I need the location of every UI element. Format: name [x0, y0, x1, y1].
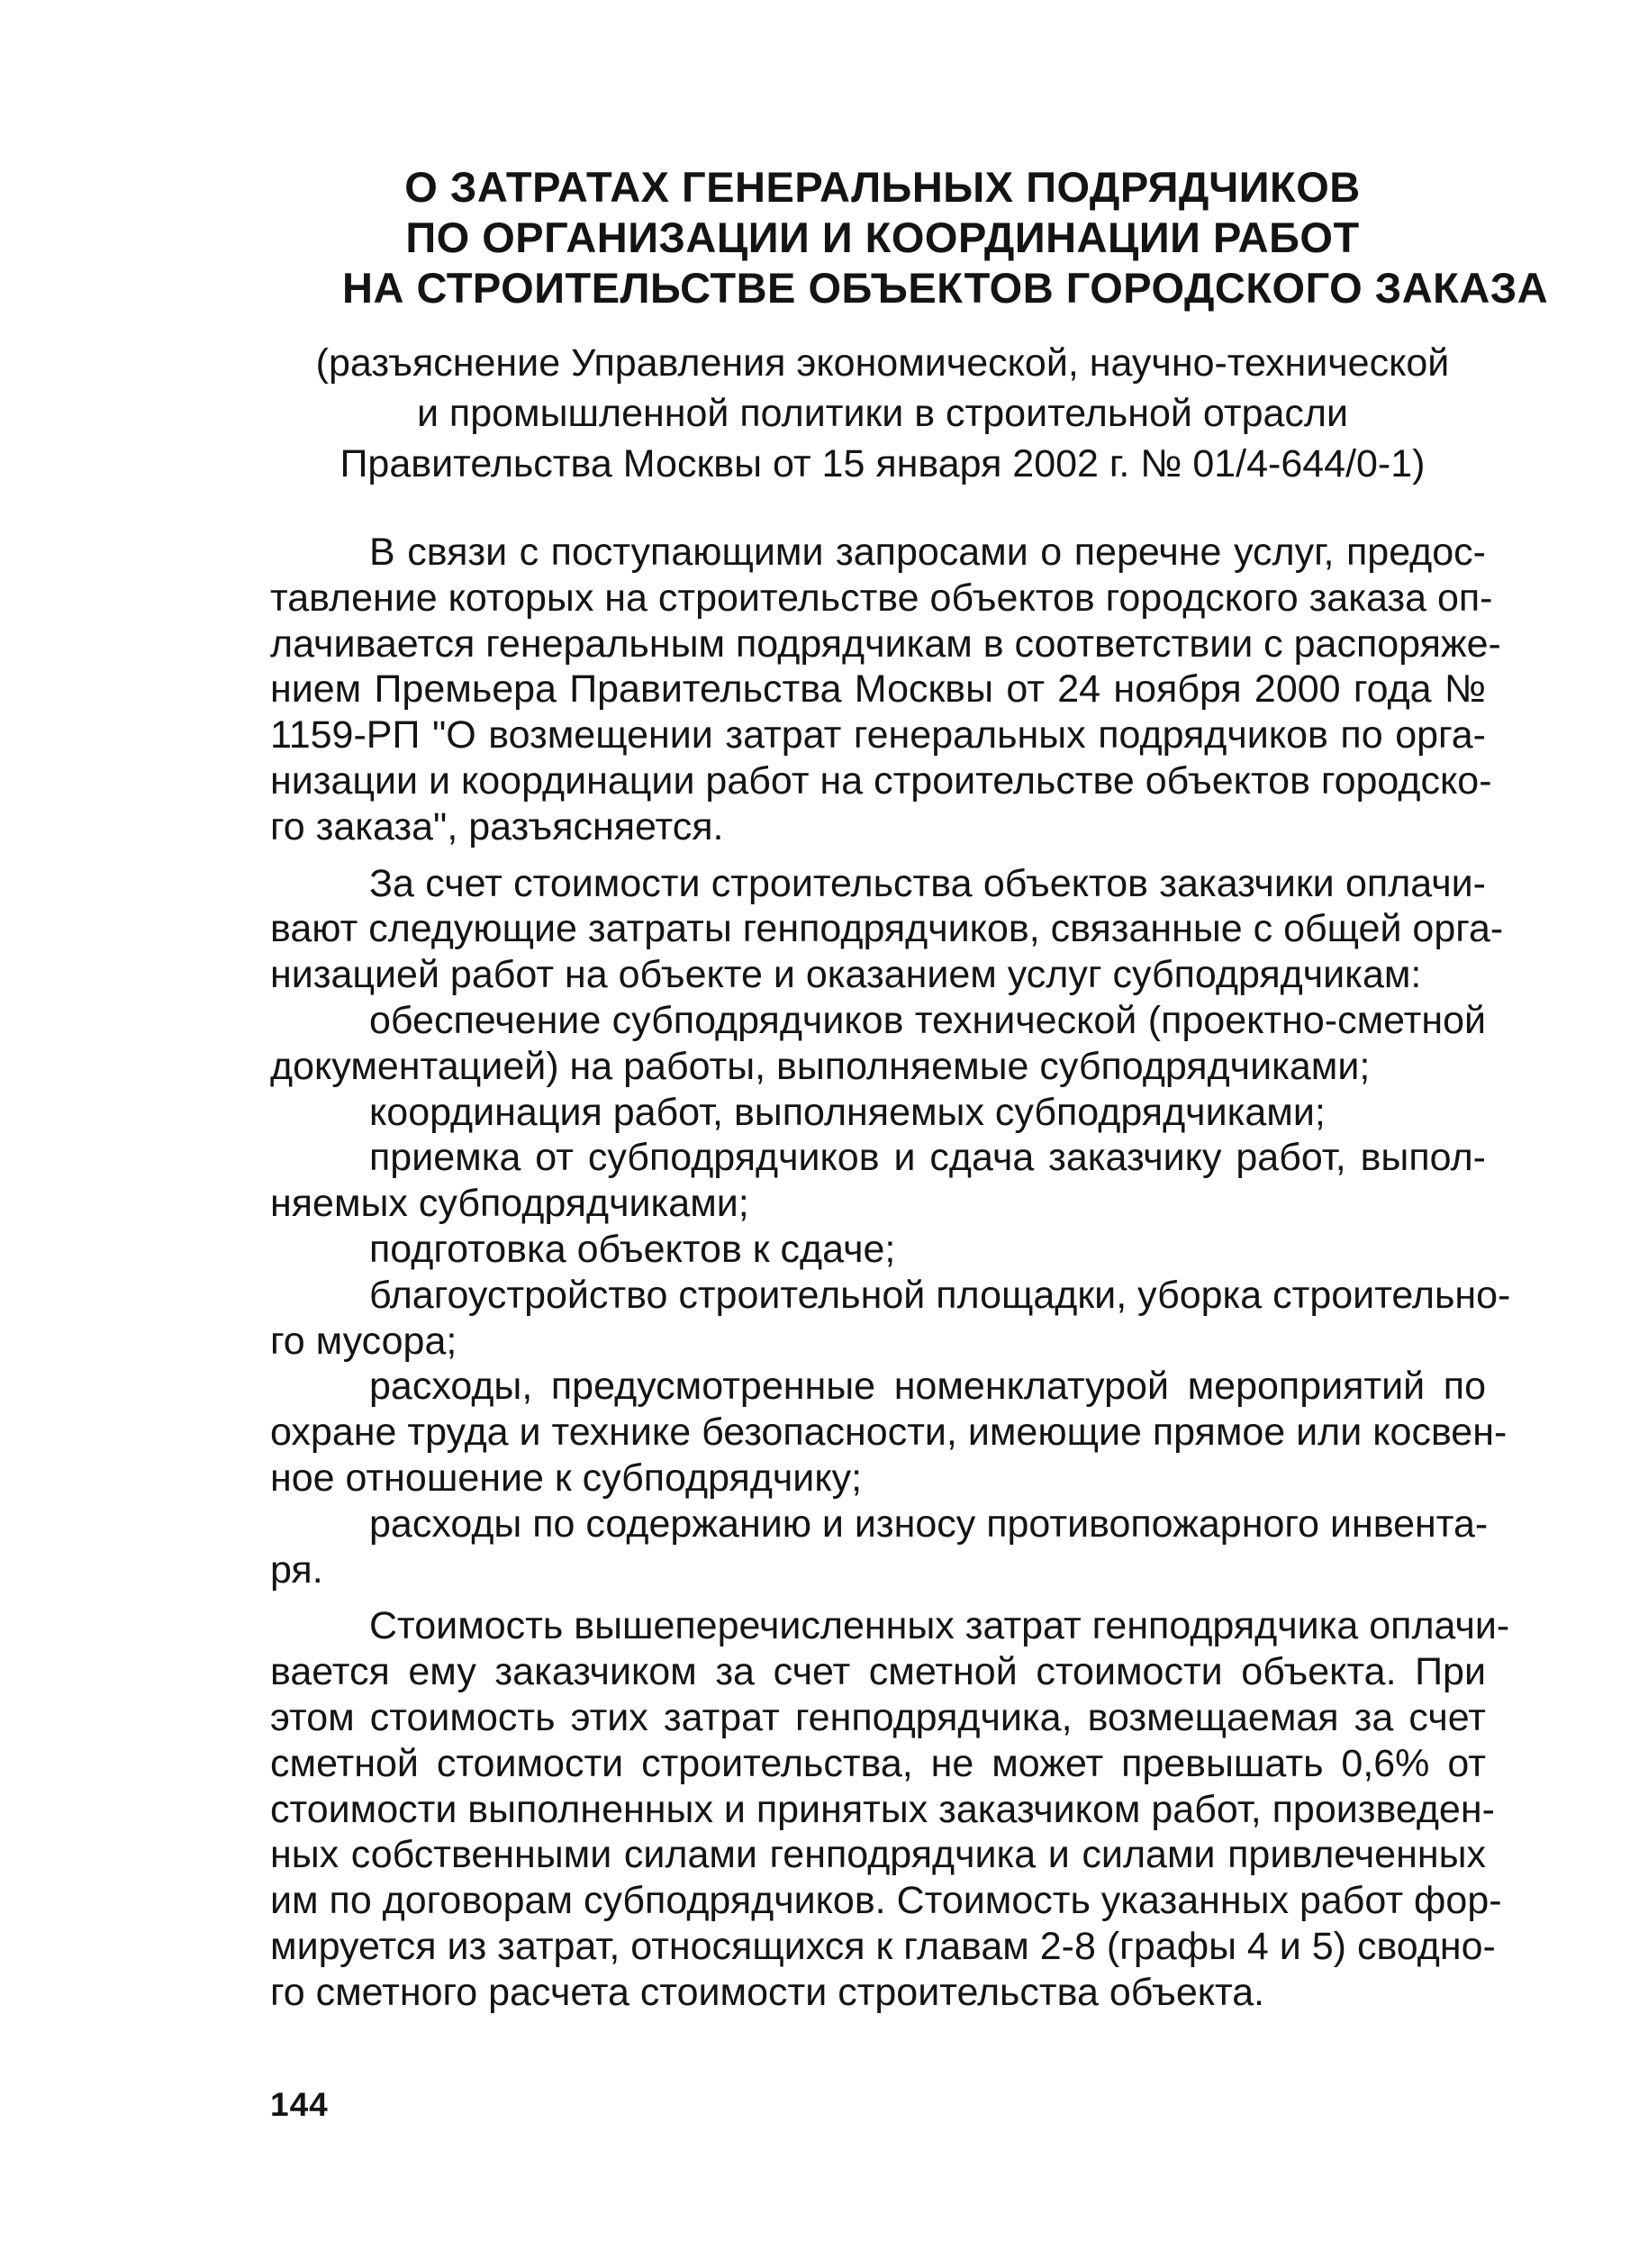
paragraph-line: го мусора;: [270, 1319, 457, 1363]
paragraph-line: 1159-РП "О возмещении затрат генеральных подрядчиков по орга-: [270, 713, 1486, 758]
paragraph-line: няемых субподрядчиками;: [270, 1182, 749, 1226]
paragraph-gap: [270, 1592, 1486, 1603]
paragraph-line: ных собственными силами генподрядчика и силами привлеченных: [270, 1833, 1486, 1877]
subtitle-line: и промышленной политики в строительной отрасли: [416, 392, 1349, 435]
paragraph-line: им по договорам субподрядчиков. Стоимость указанных работ фор-: [270, 1879, 1502, 1923]
paragraph-line: низацией работ на объекте и оказанием услуг субподрядчикам:: [270, 953, 1422, 997]
paragraph-line: вается ему заказчиком за счет сметной стоимости объекта. При: [270, 1650, 1486, 1694]
paragraph-line: документацией) на работы, выполняемые субподрядчиками;: [270, 1044, 1371, 1088]
paragraph-line: вают следующие затраты генподрядчиков, связанные с общей орга-: [270, 907, 1504, 951]
page-number: 144: [270, 2086, 329, 2123]
paragraph-line: лачивается генеральным подрядчикам в соответствии с распоряже-: [270, 621, 1501, 666]
paragraph-line: низации и координации работ на строительстве объектов городско-: [270, 758, 1492, 803]
document-body: [270, 530, 1511, 2016]
paragraph: [270, 1090, 1486, 1136]
paragraph-line: стоимости выполненных и принятых заказчиком работ, произведен-: [270, 1787, 1495, 1831]
title-line: НА СТРОИТЕЛЬСТВЕ ОБЪЕКТОВ ГОРОДСКОГО ЗАКАЗА: [342, 264, 1549, 312]
title-line: ПО ОРГАНИЗАЦИИ И КООРДИНАЦИИ РАБОТ: [405, 213, 1360, 261]
paragraph-line: ря.: [270, 1547, 323, 1592]
document-subtitle: [306, 338, 1459, 489]
paragraph: [270, 1364, 1508, 1501]
subtitle-line: (разъяснение Управления экономической, научно-технической: [315, 341, 1450, 385]
title-line: О ЗАТРАТАХ ГЕНЕРАЛЬНЫХ ПОДРЯДЧИКОВ: [404, 163, 1361, 211]
paragraph-line: нием Премьера Правительства Москвы от 24 ноября 2000 года №: [270, 667, 1486, 712]
paragraph-line: Стоимость вышеперечисленных затрат генподрядчика оплачи-: [369, 1604, 1510, 1648]
paragraph-line: ное отношение к субподрядчику;: [270, 1456, 863, 1500]
paragraph-line: За счет стоимости строительства объектов заказчики оплачи-: [369, 861, 1486, 905]
paragraph: [270, 1227, 1486, 1273]
paragraph: [270, 1273, 1511, 1365]
paragraph-line: тавление которых на строительстве объектов городского заказа оп-: [270, 576, 1493, 620]
paragraph: [270, 998, 1486, 1090]
paragraph-line: этом стоимость этих затрат генподрядчика, возмещаемая за счет: [270, 1695, 1486, 1739]
subtitle-line: Правительства Москвы от 15 января 2002 г. № 01/4-644/0-1): [340, 442, 1426, 485]
paragraph-line: охране труда и технике безопасности, имеющие прямое или косвен-: [270, 1411, 1508, 1455]
paragraph-line: мируется из затрат, относящихся к главам 2-8 (графы 4 и 5) сводно-: [270, 1924, 1496, 1968]
paragraph-line: расходы, предусмотренные номенклатурой мероприятий по: [369, 1365, 1486, 1409]
paragraph: [270, 1135, 1486, 1227]
paragraph-line: благоустройство строительной площадки, уборка строительно-: [369, 1273, 1511, 1317]
paragraph-line: го сметного расчета стоимости строительства объекта.: [270, 1970, 1265, 2014]
paragraph: [270, 1603, 1510, 2015]
paragraph-line: В связи с поступающими запросами о перечне услуг, предос-: [369, 531, 1486, 574]
paragraph-line: приемка от субподрядчиков и сдача заказчику работ, выпол-: [369, 1136, 1486, 1180]
paragraph-line: го заказа", разъясняется.: [270, 804, 724, 848]
paragraph: [270, 1501, 1489, 1593]
paragraph-gap: [270, 850, 1486, 861]
paragraph: [270, 530, 1501, 850]
paragraph-line: сметной стоимости строительства, не может превышать 0,6% от: [270, 1741, 1486, 1785]
document-title: [342, 162, 1549, 313]
paragraph: [270, 861, 1504, 998]
paragraph-line: подготовка объектов к сдаче;: [369, 1227, 896, 1271]
paragraph-line: координация работ, выполняемых субподрядчиками;: [369, 1090, 1326, 1134]
paragraph-line: обеспечение субподрядчиков технической (проектно-сметной: [369, 998, 1486, 1042]
paragraph-line: расходы по содержанию и износу противопожарного инвента-: [369, 1501, 1489, 1546]
